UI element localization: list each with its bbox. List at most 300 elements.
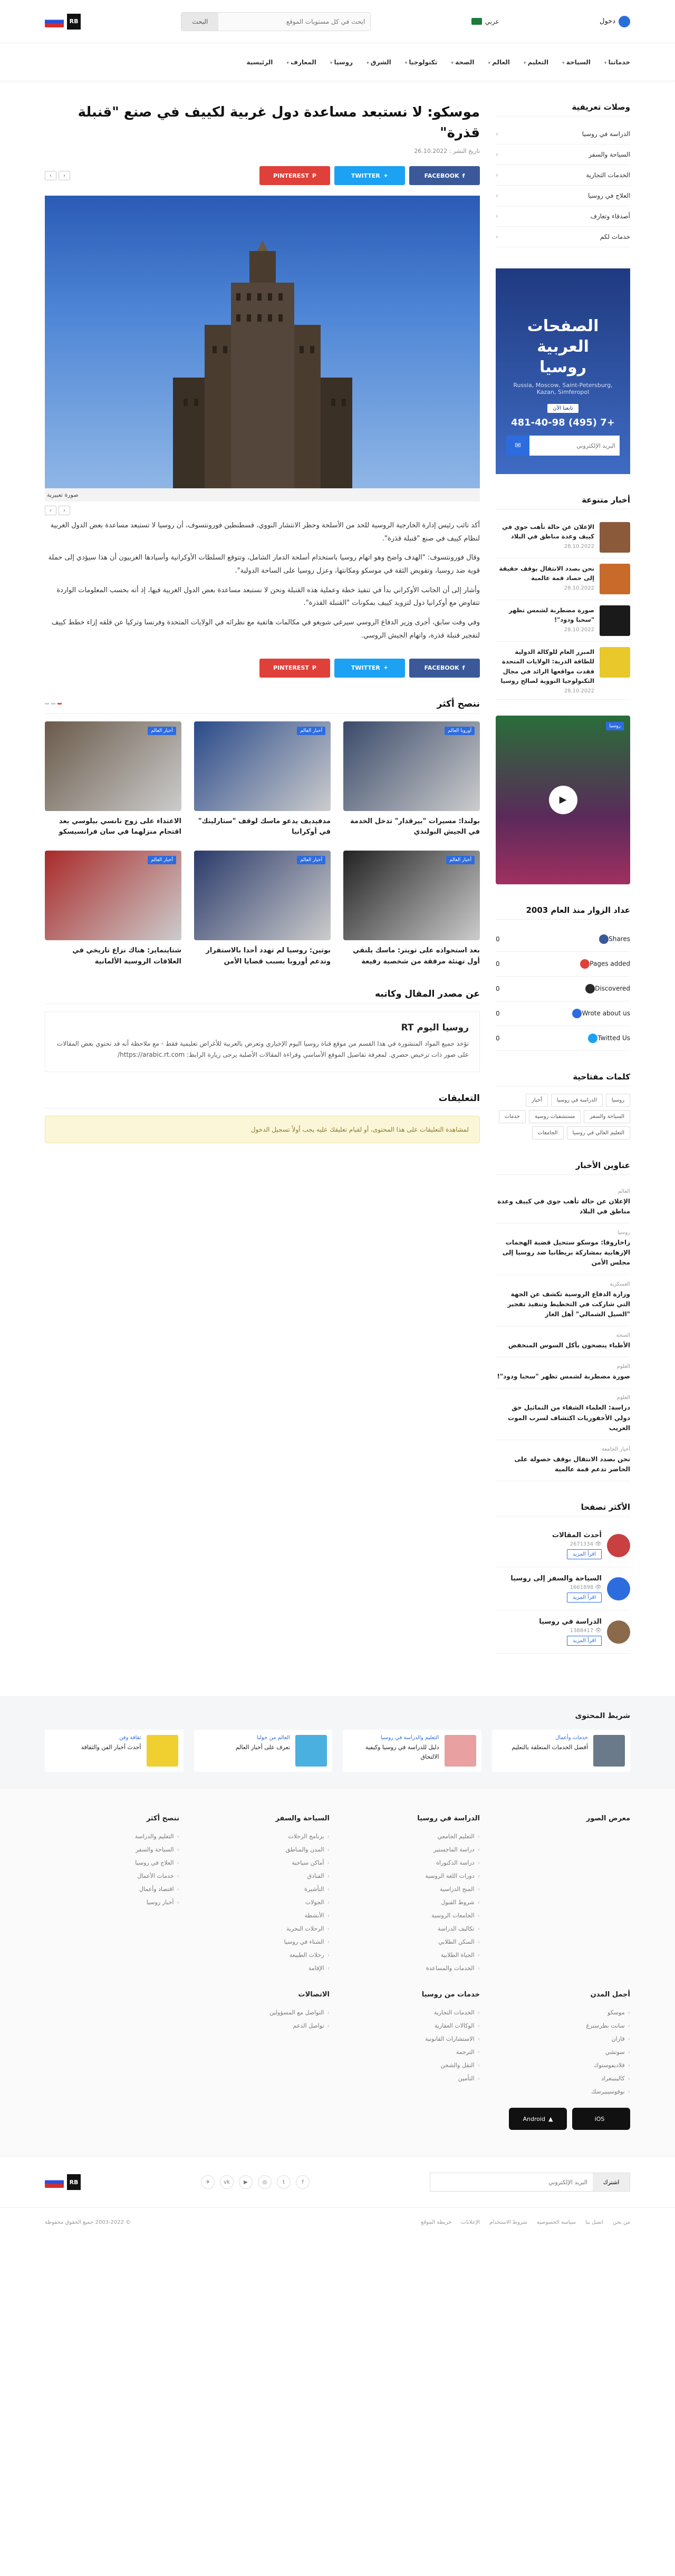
share-pinterest-button[interactable]	[259, 659, 330, 678]
footer-link[interactable]: › التعليم الجامعي	[345, 1830, 480, 1843]
top-avatar	[607, 1534, 630, 1557]
news-date: 28.10.2022	[564, 585, 594, 591]
headline-title: زاخاروفا: موسكو ستحيل قضية الهجمات الإرهابية بمشاركة بريطانيا ضد روسيا إلى مجلس الأمن	[502, 1238, 630, 1267]
footer-link[interactable]: › الجولات	[195, 1896, 330, 1909]
nav-item[interactable]: روسيا ▾	[330, 59, 353, 66]
content-strip-category: ثقافة وفن	[119, 1735, 141, 1741]
content-strip-item[interactable]	[45, 1730, 184, 1772]
footer-column-title: الدراسة في روسيا	[417, 1815, 480, 1823]
read-more-button[interactable]: اقرأ المزيد	[567, 1593, 602, 1603]
nav-item[interactable]: خدماتنا ▾	[604, 59, 630, 66]
article	[45, 102, 480, 1654]
user-icon: 👤	[619, 16, 630, 27]
footer-link[interactable]: › كالينينغراد	[496, 2072, 630, 2085]
counter-label: Wrote about us	[569, 1009, 630, 1018]
top-views: 👁 2671334	[570, 1541, 602, 1548]
tag[interactable]: خدمات	[499, 1110, 526, 1123]
instagram-icon[interactable]: ◎	[258, 2175, 272, 2189]
tag[interactable]: الجامعات	[532, 1126, 564, 1140]
related-card[interactable]	[194, 721, 331, 838]
quick-link[interactable]	[496, 206, 630, 227]
top-text	[552, 1531, 602, 1559]
nav-item[interactable]: الرئيسية	[246, 58, 273, 66]
footer-link[interactable]: › فلاديفوستوك	[496, 2059, 630, 2072]
news-title: نحن بصدد الانتقال بوقف حقيقة إلى حصاد قمة عالمية	[499, 565, 594, 582]
nav-item[interactable]: السياحة ▾	[562, 59, 591, 66]
related-badge: أخبار العالم	[446, 856, 475, 864]
news-item[interactable]	[496, 517, 630, 558]
headline-item[interactable]	[496, 1388, 630, 1440]
quick-link[interactable]	[496, 124, 630, 144]
quick-link[interactable]	[496, 227, 630, 247]
chevron-left-icon: ‹	[496, 233, 498, 240]
quick-link[interactable]	[496, 165, 630, 186]
content-strip-category: العالم من حولنا	[256, 1735, 290, 1741]
footer-bottom-link[interactable]: سياسة الخصوصية	[536, 2220, 576, 2226]
footer-column-list	[195, 2006, 330, 2032]
content-strip-title: أفضل الخدمات المتعلقة بالتعليم	[512, 1744, 588, 1751]
top-bar	[0, 0, 675, 43]
share-twitter-button[interactable]	[334, 166, 405, 185]
footer-link[interactable]: › تكاليف الدراسة	[345, 1922, 480, 1935]
footer-link[interactable]: › سانت بطرسبرغ	[496, 2019, 630, 2032]
chevron-left-icon: ‹	[496, 130, 498, 138]
content-strip-title: دليل للدراسة في روسيا وكيفية الالتحاق	[365, 1744, 439, 1760]
footer-link[interactable]: › أماكن سياحية	[195, 1856, 330, 1869]
twitter-icon: ✦	[383, 664, 389, 671]
twitter-label: TWITTER	[351, 664, 380, 671]
footer-logo[interactable]	[45, 2174, 81, 2190]
footer	[0, 1788, 675, 2156]
subscribe-input[interactable]	[430, 2173, 593, 2191]
ios-label: iOS	[594, 2115, 605, 2122]
quick-link[interactable]	[496, 186, 630, 206]
headline-item[interactable]	[496, 1357, 630, 1388]
quick-link[interactable]	[496, 144, 630, 165]
quick-link-label: العلاج في روسيا	[588, 192, 630, 199]
footer-link[interactable]: › الفنادق	[195, 1869, 330, 1883]
search-input[interactable]	[218, 13, 370, 31]
tag[interactable]: أخبار	[526, 1094, 548, 1107]
share-pinterest-button[interactable]	[259, 166, 330, 185]
nav-item[interactable]: التعليم ▾	[524, 59, 548, 66]
footer-link[interactable]: › التعليم والدراسة	[45, 1830, 179, 1843]
facebook-label: FACEBOOK	[424, 172, 459, 179]
promo-email-input[interactable]	[529, 436, 620, 456]
site-logo[interactable]	[45, 14, 81, 30]
tag[interactable]: التعليم العالي في روسيا	[567, 1126, 630, 1140]
footer-bottom-link[interactable]: من نحن	[613, 2220, 630, 2226]
quick-links-title: وصلات تعريفية	[496, 102, 630, 117]
footer-column	[195, 1815, 330, 1975]
share-row-bottom	[45, 659, 480, 678]
headline-item[interactable]	[496, 1275, 630, 1327]
footer-link[interactable]: › الإقامة	[195, 1962, 330, 1975]
news-thumb	[600, 564, 630, 594]
top-title: الدراسة في روسيا	[539, 1618, 602, 1626]
nav-item[interactable]: الصحة ▾	[451, 59, 474, 66]
footer-column-title: ننصح أكثر	[146, 1815, 179, 1823]
headline-category: أخبار الجامعة	[602, 1446, 630, 1452]
comments-login-note: لمشاهدة التعليقات على هذا المحتوى، أو لقيام تعليقك عليه يجب أولاً تسجيل الدخول	[45, 1116, 480, 1143]
headline-item[interactable]	[496, 1182, 630, 1223]
footer-link[interactable]: › الرحلات البحرية	[195, 1922, 330, 1935]
share-buttons	[259, 166, 480, 185]
copyright-text: © 2003-2022 جميع الحقوق محفوظة	[45, 2220, 131, 2226]
counter-icon	[580, 959, 590, 969]
top-avatar	[607, 1620, 630, 1644]
facebook-icon: f	[462, 664, 465, 671]
source-header	[45, 989, 480, 1004]
counter-label: Pages added	[577, 959, 630, 969]
quick-links	[496, 124, 630, 247]
share-facebook-button[interactable]	[409, 659, 480, 678]
news-thumb	[600, 647, 630, 678]
footer-column-list	[345, 2006, 480, 2085]
video-badge: روسيا	[606, 722, 624, 730]
footer-column	[195, 1991, 330, 2098]
quick-link-label: الخدمات التجارية	[586, 171, 630, 179]
footer-link[interactable]: › الاستشارات القانونية	[345, 2032, 480, 2046]
news-title: صورة مضطربة لشمس تظهر "سحبا ودود"!	[508, 606, 594, 624]
share-twitter-button[interactable]	[334, 659, 405, 678]
twitter-icon[interactable]: t	[277, 2175, 291, 2189]
comments-title: التعليقات	[438, 1093, 480, 1104]
pinterest-icon: P	[312, 664, 316, 671]
promo-city: Russia, Moscow, Saint-Petersburg, Kazan, Simferopol	[513, 382, 613, 395]
content-strip-title: شريط المحتوى	[575, 1712, 630, 1721]
news-date: 28.10.2022	[564, 626, 594, 633]
article-date	[45, 148, 480, 155]
footer-link[interactable]: › أخبار روسيا	[45, 1896, 179, 1909]
pinterest-label: PINTEREST	[273, 664, 309, 671]
footer-link[interactable]: › الجامعات الروسية	[345, 1909, 480, 1922]
chevron-left-icon: ‹	[496, 171, 498, 179]
headline-title: وزارة الدفاع الروسية تكشف عن الجهة التي شاركت في التخطيط وتنفيذ تفجير "السيل الشمالي" أهل الغاز	[507, 1290, 630, 1318]
quick-link-label: خدمات لكم	[600, 233, 630, 240]
content-strip-title: أحدث أخبار الفن والثقافة	[81, 1744, 141, 1751]
top-title: أحدث المقالات	[552, 1531, 602, 1540]
chevron-left-icon: ‹	[496, 192, 498, 199]
font-size-controls	[45, 171, 70, 180]
footer-link[interactable]: › المدن والمناطق	[195, 1843, 330, 1856]
news-title: أخبار متنوعة	[496, 495, 630, 509]
footer-column	[345, 1991, 480, 2098]
counter-label: Twitted Us	[585, 1034, 630, 1043]
content-strip-category: التعليم والدراسة في روسيا	[380, 1735, 439, 1741]
login-link[interactable]	[600, 16, 630, 27]
footer-link[interactable]: › الخدمات والمساعدة	[345, 1962, 480, 1975]
counter-row	[496, 952, 630, 977]
facebook-icon[interactable]: f	[296, 2175, 310, 2189]
top-item	[496, 1524, 630, 1567]
video-player[interactable]	[496, 716, 630, 884]
footer-link[interactable]: › الترجمة	[345, 2046, 480, 2059]
top-item	[496, 1567, 630, 1610]
footer-link[interactable]: › السياحة والسفر	[45, 1843, 179, 1856]
footer-link[interactable]: › تواصل الدعم	[195, 2019, 330, 2032]
news-thumb	[600, 605, 630, 636]
related-image	[45, 851, 181, 940]
related-card[interactable]	[45, 851, 181, 968]
logo-box: RB	[67, 14, 81, 30]
footer-link[interactable]: › رحلات الطبيعة	[195, 1948, 330, 1962]
news-item[interactable]	[496, 558, 630, 600]
chevron-left-icon: ‹	[496, 151, 498, 158]
footer-column-title: خدمات من روسيا	[421, 1991, 480, 1999]
footer-link[interactable]: › الأنشطة	[195, 1909, 330, 1922]
footer-link[interactable]: › العلاج في روسيا	[45, 1856, 179, 1869]
counter-icon	[599, 934, 609, 944]
top-avatar	[607, 1577, 630, 1600]
lang-label: عربي	[485, 17, 499, 25]
footer-gallery	[496, 1815, 630, 1975]
twitter-icon: ✦	[383, 172, 389, 179]
quick-link-label: أصدقاء وتعارف	[590, 213, 630, 220]
counter-row	[496, 1001, 630, 1026]
footer-link[interactable]: › التأشيرة	[195, 1883, 330, 1896]
nav-item[interactable]: العالم ▾	[488, 59, 509, 66]
counter-icon	[585, 984, 595, 993]
nav-item[interactable]: المعارف ▾	[286, 59, 316, 66]
share-row	[45, 166, 480, 185]
counter-row	[496, 927, 630, 952]
social-links	[201, 2175, 310, 2189]
footer-link[interactable]: › الحياة الطلابية	[345, 1948, 480, 1962]
ios-app-button[interactable]	[572, 2108, 630, 2130]
copyright-bar	[0, 2207, 675, 2237]
login-label: دخول	[600, 17, 615, 25]
headline-item[interactable]	[496, 1326, 630, 1357]
share-facebook-button[interactable]	[409, 166, 480, 185]
android-app-button[interactable]	[509, 2108, 567, 2130]
footer-link[interactable]: › نوفوسيبيرسك	[496, 2085, 630, 2098]
related-image	[343, 721, 480, 811]
image-next-icon[interactable]: ›	[45, 506, 56, 515]
promo-submit-button[interactable]: ✉	[506, 436, 529, 456]
news-title: المبرر العام للوكالة الدولية للطاقة الذرية: الولايات المتحدة فقدت مواقعها الرائد في مجال التكنولوجيا النووية لصالح روسيا	[500, 648, 594, 685]
related-image	[194, 721, 331, 811]
related-card[interactable]	[45, 721, 181, 838]
prev-arrow-icon[interactable]: ‹	[59, 171, 70, 180]
headline-category: الصحة	[616, 1333, 630, 1339]
building-illustration	[162, 240, 363, 488]
content-strip-item[interactable]	[343, 1730, 481, 1772]
news-item[interactable]	[496, 600, 630, 642]
promo-banner	[496, 268, 630, 474]
tag[interactable]: الدراسة في روسيا	[551, 1094, 603, 1107]
content-strip-text	[236, 1735, 290, 1767]
top-text	[510, 1575, 602, 1603]
vk-icon[interactable]: vk	[220, 2175, 234, 2189]
android-icon: ▲	[548, 2115, 553, 2122]
headlines-title: عناوين الأخبار	[496, 1161, 630, 1175]
footer-column-list	[45, 1830, 179, 1909]
related-title: بوتين: روسيا لم تهدد أحدا بالاستقرار وتدعم أوروبا بسبب قضايا الأمن	[206, 947, 331, 966]
footer-link[interactable]: › التأمين	[345, 2072, 480, 2085]
footer-link[interactable]: › موسكو	[496, 2006, 630, 2019]
footer-link[interactable]: › دراسة الماجستير	[345, 1843, 480, 1856]
pinterest-label: PINTEREST	[273, 172, 309, 179]
content-strip	[0, 1696, 675, 1788]
facebook-label: FACEBOOK	[424, 664, 459, 671]
promo-form	[506, 436, 620, 456]
twitter-label: TWITTER	[351, 172, 380, 179]
content-strip-category: خدمات وأعمال	[555, 1735, 588, 1741]
search-button[interactable]: البحث	[181, 13, 218, 31]
source-text: تؤخذ جميع المواد المنشورة في هذا القسم من موقع قناة روسيا اليوم الإخباري وتعرض بالعربية للأغراض تعليمية فقط - مع ملاحظة أنه قد تحتوي بعض المقالات على صور ذات ترخيص حصري. لمعرفة تفاصيل الموقع الأساسي وقراءة المقالات الأصلية يرجى زيارة الرابط: https://arabic.rt.com/	[56, 1039, 469, 1059]
news-thumb	[600, 522, 630, 553]
nav-item[interactable]: الشرق ▾	[367, 59, 391, 66]
content-strip-item[interactable]	[194, 1730, 333, 1772]
footer-link[interactable]: › برنامج الرحلات	[195, 1830, 330, 1843]
related-title: الاعتداء على زوج نانسي بيلوسي بعد اقتحام منزلهما في سان فرانسيسكو	[59, 817, 181, 836]
headline-item[interactable]	[496, 1440, 630, 1481]
footer-column-title: الاتصالات	[298, 1991, 330, 1999]
subscribe-button[interactable]: اشترك	[593, 2173, 630, 2191]
content-strip-thumb	[445, 1735, 476, 1767]
content-strip-text	[512, 1735, 588, 1767]
headline-category: العلوم	[616, 1395, 630, 1401]
footer-link[interactable]: › الوكالات العقارية	[345, 2019, 480, 2032]
footer-column-title: أجمل المدن	[590, 1991, 630, 1999]
tags-title: كلمات مفتاحية	[496, 1072, 630, 1086]
footer-link[interactable]: › الخدمات التجارية	[345, 2006, 480, 2019]
tag[interactable]: مستشفيات روسية	[529, 1110, 581, 1123]
content-strip-item[interactable]	[492, 1730, 631, 1772]
content-strip-items	[45, 1730, 630, 1772]
footer-bottom-link[interactable]: خريطة الموقع	[421, 2220, 452, 2226]
quick-link-label: السياحة والسفر	[589, 151, 630, 158]
date-value: 26.10.2022	[414, 148, 448, 155]
app-buttons	[45, 2108, 630, 2130]
footer-link[interactable]: › دراسة الدكتوراه	[345, 1856, 480, 1869]
counter-label: Discovered	[582, 984, 630, 993]
news-list	[496, 517, 630, 700]
image-caption: صورة تعبيرية	[45, 488, 480, 501]
footer-link[interactable]: › النقل والشحن	[345, 2059, 480, 2072]
top-title: الأكثر تصفحا	[496, 1502, 630, 1517]
top-views: 👁 1388417	[570, 1628, 602, 1634]
play-icon[interactable]: ▶	[549, 786, 577, 814]
footer-links	[421, 2220, 630, 2225]
carousel-dots[interactable]	[45, 703, 62, 705]
footer-bottom-link[interactable]: شروط الاستخدام	[489, 2220, 527, 2226]
related-title: شتاينماير: هناك نزاع تاريخي في العلاقات الروسية الألمانية	[72, 947, 181, 966]
next-arrow-icon[interactable]: ›	[45, 171, 56, 180]
top-title: السياحة والسفر إلى روسيا	[510, 1575, 602, 1583]
content-strip-title: تعرف على أخبار العالم	[235, 1744, 290, 1751]
news-item[interactable]	[496, 642, 630, 700]
subscribe-form	[430, 2173, 630, 2192]
footer-link[interactable]: › سوتشي	[496, 2046, 630, 2059]
counter-row	[496, 1026, 630, 1051]
footer-bottom-link[interactable]: اتصل بنا	[585, 2220, 603, 2226]
news-date: 28.10.2022	[564, 688, 594, 694]
article-paragraph: وفي وقت سابق، أجرى وزير الدفاع الروسي سيرغي شويغو في مكالمات هاتفية مع نظرائه في الولايات المتحدة وفرنسا وتركيا عن قلقه إزاء خطط كييف لتفجير قنبلة قذرة، واتهام الجيش الروسي.	[51, 619, 480, 640]
related-header	[45, 699, 480, 714]
source-section-title: عن مصدر المقال وكاتبه	[375, 988, 480, 999]
footer-bottom	[0, 2156, 675, 2207]
gallery-title: معرض الصور	[586, 1815, 630, 1823]
image-prev-icon[interactable]: ‹	[59, 506, 70, 515]
article-paragraph: أكد نائب رئيس إدارة الخارجية الروسية للحد من الأسلحة وحظر الانتشار النووي، قسطنطين فورونتسوف، أن روسيا لا تستبعد مساعدة بعض الدول الغربية لنظام كييف في صنع "قنبلة قذرة".	[50, 522, 480, 543]
headline-title: دراسة: العلماء الشفاء من التماثيل حق دولي الأحفوريات اكتشاف لسرب الموت الغريب	[508, 1404, 630, 1432]
image-nav	[45, 506, 480, 515]
quick-link-label: الدراسة في روسيا	[582, 130, 630, 138]
footer-link[interactable]: › قازان	[496, 2032, 630, 2046]
related-card[interactable]	[194, 851, 331, 968]
promo-phone[interactable]: +7 (495) 481-40-98	[511, 417, 615, 428]
date-label: تاريخ النشر :	[449, 148, 480, 155]
counter-row	[496, 977, 630, 1001]
headline-category: العلوم	[616, 1364, 630, 1370]
footer-link[interactable]: › التواصل مع المسؤولين	[195, 2006, 330, 2019]
related-badge: أوروبا العالم	[445, 727, 475, 735]
promo-badge[interactable]: تابعنا الآن	[547, 404, 578, 413]
related-title: ننصح أكثر	[437, 698, 480, 709]
news-title: الإعلان عن حالة تأهب جوي في كييف وعدة مناطق في البلاد	[502, 523, 594, 541]
promo-subtitle: روسيا	[539, 358, 586, 377]
sidebar	[496, 102, 630, 1654]
tag[interactable]: روسيا	[606, 1094, 630, 1107]
footer-link[interactable]: › اقتصاد وأعمال	[45, 1883, 179, 1896]
footer-link[interactable]: › دورات اللغة الروسية	[345, 1869, 480, 1883]
telegram-icon[interactable]: ✈	[201, 2175, 215, 2189]
comments-header	[45, 1093, 480, 1108]
top-search	[181, 12, 371, 31]
counter-value: 0	[496, 985, 500, 992]
facebook-icon: f	[462, 172, 465, 179]
read-more-button[interactable]: اقرأ المزيد	[567, 1636, 602, 1646]
youtube-icon[interactable]: ▶	[239, 2175, 253, 2189]
content-strip-text	[348, 1735, 439, 1767]
footer-column-list	[195, 1830, 330, 1975]
content-strip-text	[81, 1735, 141, 1767]
footer-link[interactable]: › السكن الطلابي	[345, 1935, 480, 1948]
tag[interactable]: السياحة والسفر	[584, 1110, 630, 1123]
russia-flag-icon	[45, 16, 64, 27]
headline-title: نحن بصدد الانتقال بوقف حصولة على الحاضر تدعم قمة عالمية	[514, 1455, 630, 1473]
android-label: Android	[523, 2115, 546, 2122]
top-item	[496, 1610, 630, 1654]
headline-category: العالم	[618, 1188, 630, 1194]
news-text	[496, 522, 594, 553]
counter-icon	[588, 1034, 597, 1043]
footer-bottom-link[interactable]: الإعلانات	[461, 2220, 480, 2226]
counter-value: 0	[496, 935, 500, 943]
saudi-flag-icon	[471, 18, 482, 25]
russia-flag-icon	[45, 2176, 64, 2188]
related-card[interactable]	[343, 851, 480, 968]
article-image	[45, 196, 480, 488]
read-more-button[interactable]: اقرأ المزيد	[567, 1549, 602, 1559]
footer-column	[45, 1815, 179, 1975]
headline-title: صورة مضطربة لشمس تظهر "سحبا ودود"!	[497, 1373, 630, 1381]
nav-item[interactable]: تكنولوجيا ▾	[405, 59, 438, 66]
footer-link[interactable]: › خدمات الأعمال	[45, 1869, 179, 1883]
headline-category: العسكرية	[610, 1281, 630, 1287]
headline-item[interactable]	[496, 1223, 630, 1275]
top-views: 👁 1661898	[570, 1585, 602, 1591]
nav-list	[45, 59, 630, 66]
footer-link[interactable]: › شروط القبول	[345, 1896, 480, 1909]
lang-switch[interactable]	[471, 18, 499, 25]
footer-link[interactable]: › الشتاء في روسيا	[195, 1935, 330, 1948]
related-card[interactable]	[343, 721, 480, 838]
footer-link[interactable]: › المنح الدراسية	[345, 1883, 480, 1896]
article-body	[45, 519, 480, 643]
